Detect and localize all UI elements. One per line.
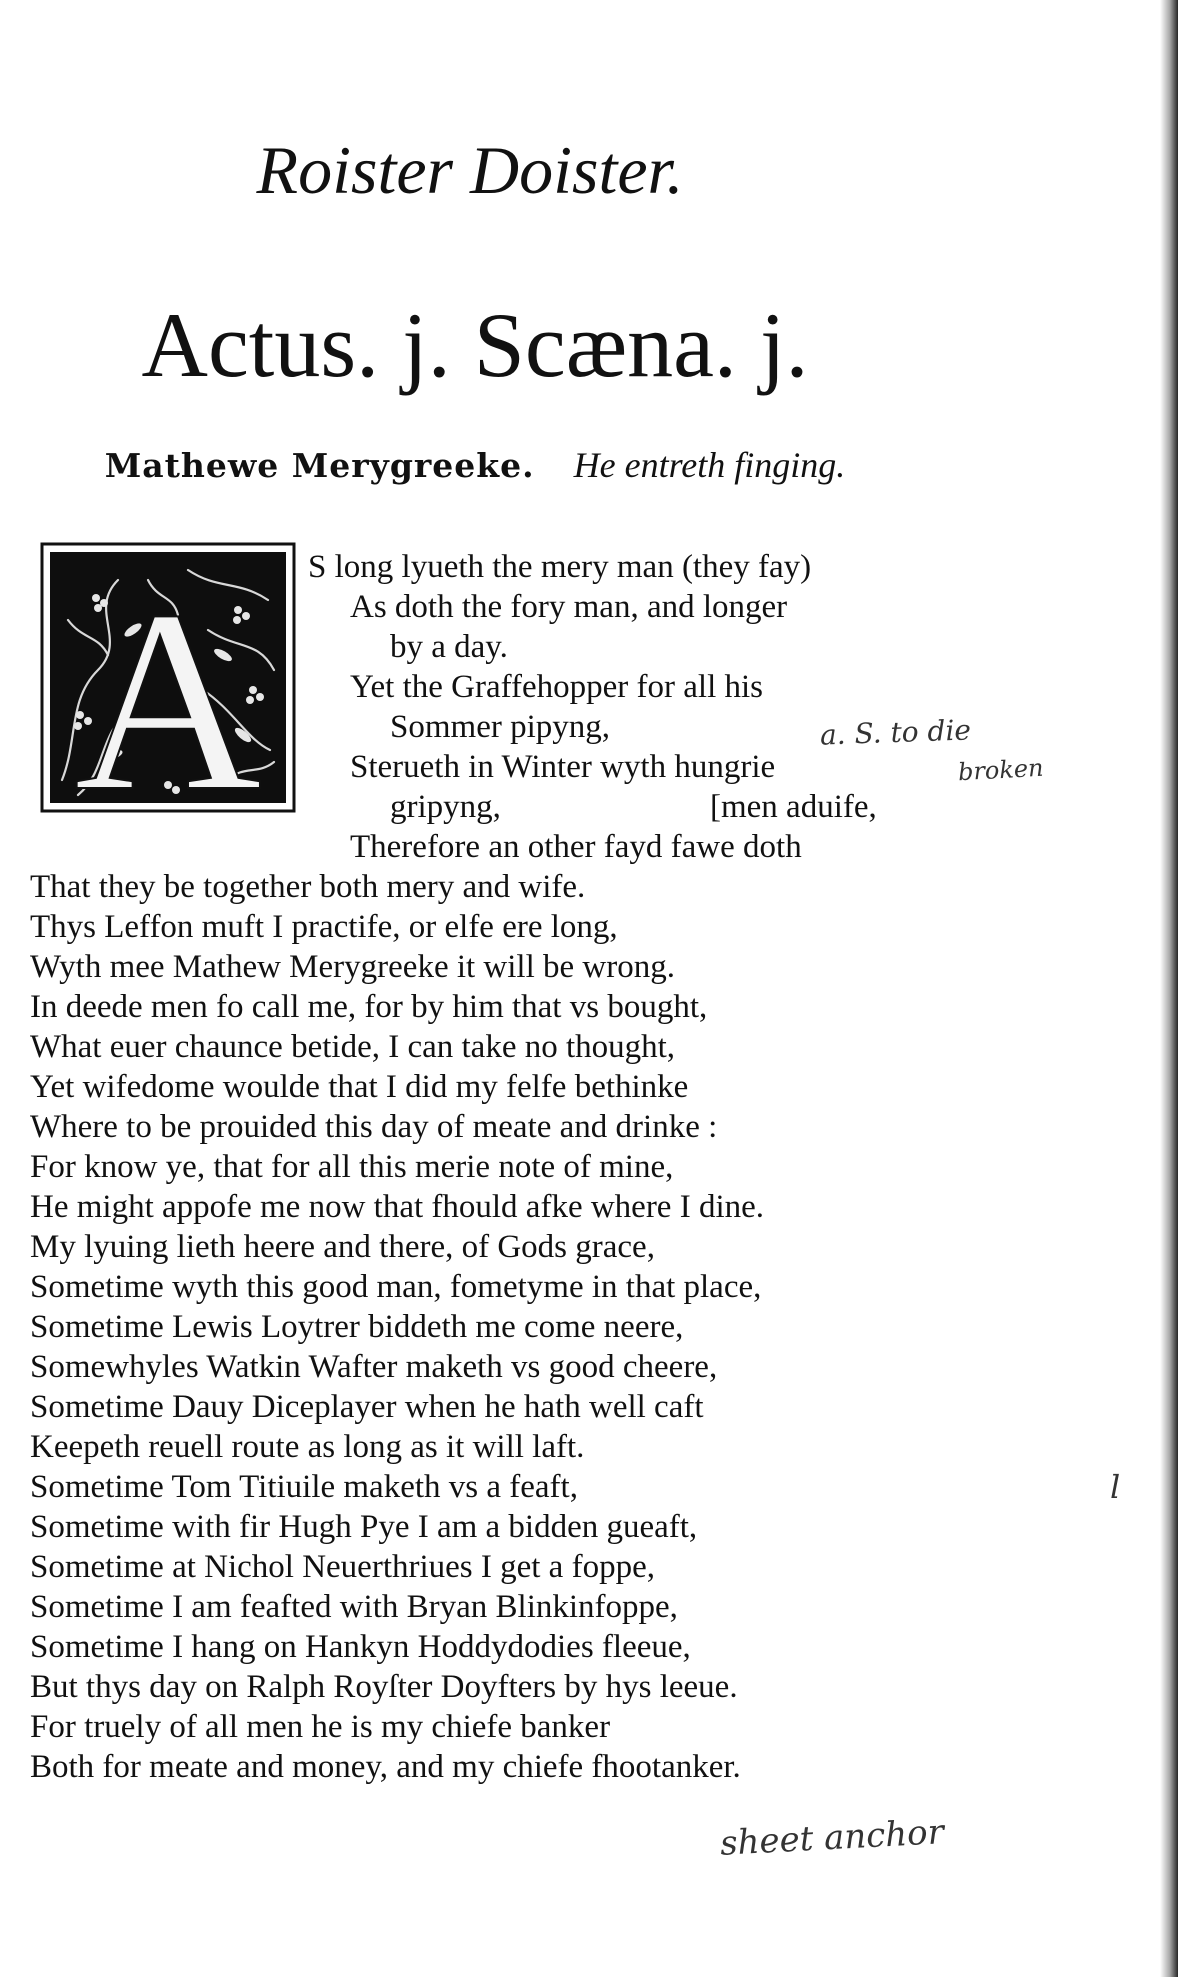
stage-line bbox=[0, 440, 950, 491]
verse-line-16: Sometime Tom Titiuile maketh vs a feaft, bbox=[30, 1469, 578, 1505]
verse-line-7: Where to be prouided this day of meate and drinke : bbox=[30, 1109, 718, 1145]
verse-line-11: Sometime wyth this good man, fometyme in that place, bbox=[30, 1269, 762, 1305]
verse-line-5: What euer chaunce betide, I can take no thought, bbox=[30, 1029, 676, 1065]
verse-line-4: In deede men fo call me, for by him that vs bought, bbox=[30, 989, 708, 1025]
margin-note-2: broken bbox=[957, 753, 1045, 787]
verse-line-indented-7: gripyng, bbox=[390, 789, 501, 825]
verse-line-13: Somewhyles Watkin Wafter maketh vs good cheere, bbox=[30, 1349, 718, 1385]
verse-line-indented-4: Yet the Graffehopper for all his bbox=[350, 669, 764, 705]
verse-line-19: Sometime I am feafted with Bryan Blinkinfoppe, bbox=[30, 1589, 678, 1625]
verse-line-21: But thys day on Ralph Royſter Doyfters by hys leeue. bbox=[30, 1669, 738, 1705]
verse-line-6: Yet wifedome woulde that I did my felfe bethinke bbox=[30, 1069, 689, 1105]
verse-line-indented-2: As doth the fory man, and longer bbox=[350, 589, 788, 625]
verse-line-15: Keepeth reuell route as long as it will laft. bbox=[30, 1429, 585, 1465]
verse-line-8: For know ye, that for all this merie note of mine, bbox=[30, 1149, 674, 1185]
verse-line-indented-6: Sterueth in Winter wyth hungrie bbox=[350, 749, 776, 785]
margin-note-1: a. S. to die bbox=[819, 713, 972, 752]
verse-line-indented-1: S long lyueth the mery man (they fay) bbox=[308, 549, 812, 585]
bottom-note: sheet anchor bbox=[719, 1812, 945, 1864]
verse-line-12: Sometime Lewis Loytrer biddeth me come neere, bbox=[30, 1309, 684, 1345]
verse-line-22: For truely of all men he is my chiefe banker bbox=[30, 1709, 611, 1745]
verse-line-14: Sometime Dauy Diceplayer when he hath well caft bbox=[30, 1389, 704, 1425]
verse-line-20: Sometime I hang on Hankyn Hoddydodies fleeue, bbox=[30, 1629, 691, 1665]
dropcap-letter: A bbox=[74, 557, 262, 815]
speaker-name: Mathewe Merygreeke. bbox=[104, 446, 535, 485]
act-heading: Actus. j. Scæna. j. bbox=[141, 294, 809, 396]
stage-direction: He entreth finging. bbox=[573, 445, 846, 485]
verse-line-indented-9: Therefore an other fayd fawe doth bbox=[350, 829, 802, 865]
verse-line-18: Sometime at Nichol Neuerthriues I get a foppe, bbox=[30, 1549, 655, 1585]
verse-line-indented-8: [men aduife, bbox=[710, 789, 877, 825]
verse-line-17: Sometime with fir Hugh Pye I am a bidden gueaft, bbox=[30, 1509, 698, 1545]
verse-line-indented-5: Sommer pipyng, bbox=[390, 709, 610, 745]
running-title: Roister Doister. bbox=[256, 132, 684, 208]
verse-line-9: He might appofe me now that fhould afke where I dine. bbox=[30, 1189, 765, 1225]
verse-line-indented-3: by a day. bbox=[390, 629, 508, 665]
verse-line-23: Both for meate and money, and my chiefe fhootanker. bbox=[30, 1749, 741, 1785]
verse-line-2: Thys Leffon muft I practife, or elfe ere long, bbox=[30, 909, 618, 945]
verse-line-3: Wyth mee Mathew Merygreeke it will be wrong. bbox=[30, 949, 675, 985]
dropcap-ornament-icon bbox=[38, 540, 298, 815]
page-edge-shadow bbox=[1160, 0, 1178, 1977]
margin-mark: l bbox=[1110, 1468, 1121, 1506]
verse-line-10: My lyuing lieth heere and there, of Gods grace, bbox=[30, 1229, 655, 1265]
verse-line-1: That they be together both mery and wife. bbox=[30, 869, 586, 905]
